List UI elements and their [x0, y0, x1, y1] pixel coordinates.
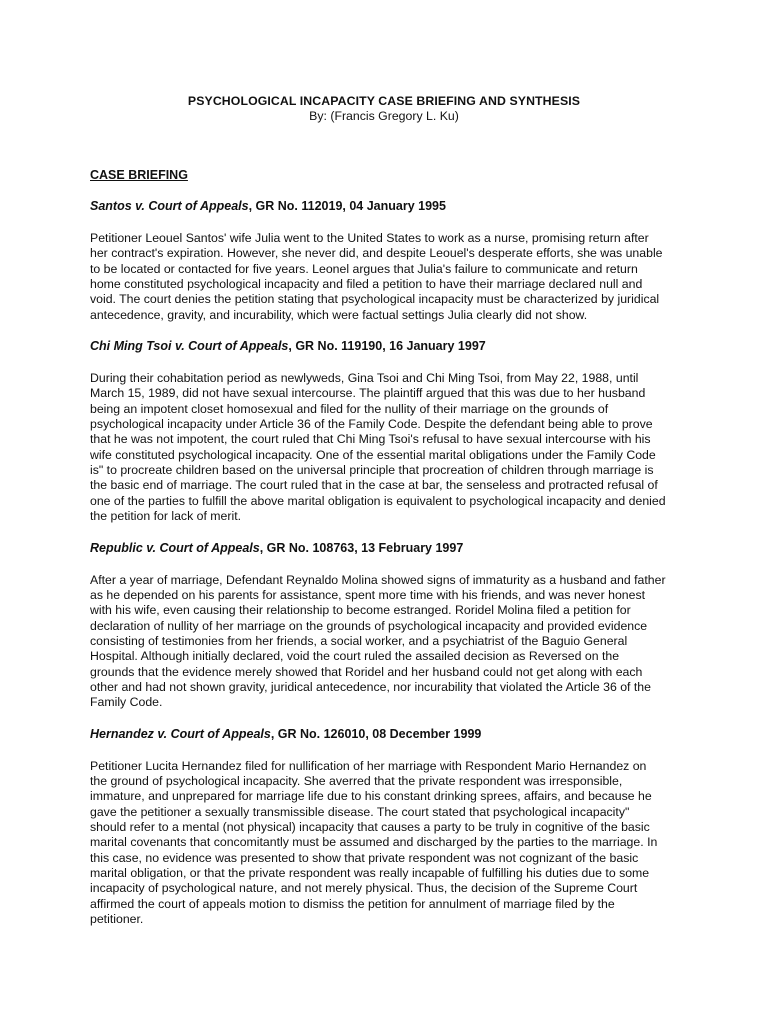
document-title: PSYCHOLOGICAL INCAPACITY CASE BRIEFING AND SYNTHESIS	[187, 94, 581, 108]
case-summary-line: this case, no evidence was presented to show that private respondent was not cognizant of the basic	[90, 850, 639, 865]
case-summary-line: void. The court denies the petition stating that psychological incapacity must be characterized by juridical	[90, 292, 660, 307]
case-citation: , GR No. 112019, 04 January 1995	[248, 199, 446, 213]
case-summary-line: incapacity of psychological nature, and not merely physical. Thus, the decision of the Supreme Court	[90, 881, 638, 896]
case-summary-line: immature, and unprepared for marriage life due to his constant drinking sprees, affairs, and because he	[90, 789, 652, 804]
case-summary-line: affirmed the court of appeals motion to dismiss the petition for annulment of marriage filed by the	[90, 896, 615, 911]
document-page	[90, 94, 678, 927]
case-summary-line: After a year of marriage, Defendant Reynaldo Molina showed signs of immaturity as a husband and father	[90, 572, 666, 587]
case-citation: , GR No. 108763, 13 February 1997	[259, 540, 464, 555]
case-summary-line: Petitioner Lucita Hernandez filed for nullification of her marriage with Respondent Mario Hernandez on	[90, 758, 647, 773]
case-summary-line: declaration of nullity of her marriage on the grounds of psychological incapacity and provided evidence	[90, 618, 648, 633]
case-summary-line: to be located or contacted for five years. Leonel argues that Julia's failure to communicate and return	[90, 261, 638, 276]
case-party-name: Chi Ming Tsoi v. Court of Appeals	[90, 339, 289, 354]
case-summary-line: with his wife, even causing their relationship to become estranged. Roridel Molina filed a petition for	[90, 603, 631, 618]
case-summary-line: grounds that the evidence merely showed that Roridel and her husband could not get along with each	[90, 664, 643, 679]
case-summary-line: other and had not shown gravity, juridical antecedence, nor incurability that violated the Article 36 of the	[90, 679, 651, 694]
case-citation: , GR No. 119190, 16 January 1997	[288, 339, 486, 354]
case-heading	[90, 541, 678, 556]
case-party-name: Hernandez v. Court of Appeals	[90, 726, 271, 741]
case-summary-line: her contract's expiration. However, she never did, and despite Leouel's desperate efforts, she was unable	[90, 246, 663, 261]
case-summary-line: petitioner.	[90, 912, 144, 927]
case-summary-line: is" to procreate children based on the universal principle that procreation of children through marriage is	[90, 463, 654, 478]
case-summary-paragraph	[90, 371, 678, 524]
case-summary-line: marital obligation, or that the private respondent was really incapable of fulfilling his duties due to some	[90, 866, 650, 880]
case-list	[90, 199, 678, 927]
case-summary-line: the petition for lack of merit.	[90, 509, 242, 524]
case-summary-line: gave the petitioner a sexually transmissible disease. The court stated that psychological incapacity"	[90, 804, 630, 819]
case-summary-line: being an impotent closet homosexual and filed for the nullity of their marriage on the grounds of	[90, 401, 609, 416]
case-summary-line: Hospital. Although initially declared, void the court ruled the assailed decision as Reversed on the	[90, 649, 620, 664]
section-heading: CASE BRIEFING	[90, 168, 188, 182]
case-summary-line: consisting of testimonies from her friends, a social worker, and a psychiatrist of the Baguio General	[90, 633, 628, 648]
case-summary-line: home constituted psychological incapacity and filed a petition to have their marriage declared null and	[90, 277, 643, 292]
case-summary-line: the basic end of marriage. The court ruled that in the case at bar, the senseless and protracted refusal of	[90, 478, 658, 493]
case-party-name: Republic v. Court of Appeals	[90, 540, 260, 555]
case-summary-line: Family Code.	[90, 695, 163, 710]
case-heading	[90, 339, 678, 354]
case-heading	[90, 199, 678, 214]
case-heading	[90, 727, 678, 742]
case-party-name: Santos v. Court of Appeals	[90, 199, 249, 213]
case-summary-line: During their cohabitation period as newlyweds, Gina Tsoi and Chi Ming Tsoi, from May 22, 1988, until	[90, 371, 639, 386]
case-summary-line: March 15, 1989, did not have sexual intercourse. The plaintiff argued that this was due to her husband	[90, 386, 646, 401]
case-summary-line: that he was not impotent, the court ruled that Chi Ming Tsoi's refusal to have sexual intercourse with his	[90, 432, 651, 447]
document-author: By: (Francis Gregory L. Ku)	[309, 109, 459, 123]
case-summary-line: the ground of psychological incapacity. She averred that the private respondent was irresponsible,	[90, 773, 623, 788]
case-summary-paragraph	[90, 759, 678, 928]
case-citation: , GR No. 126010, 08 December 1999	[270, 726, 482, 741]
case-summary-line: Petitioner Leouel Santos' wife Julia went to the United States to work as a nurse, promising return after	[90, 231, 649, 245]
case-summary-paragraph	[90, 231, 678, 323]
case-summary-line: marital covenants that concomitantly must be assumed and discharged by the parties to the marriage. In	[90, 835, 658, 850]
case-summary-line: psychological incapacity under Article 36 of the Family Code. Despite the defendant being able to prove	[90, 417, 653, 432]
case-summary-paragraph	[90, 573, 678, 711]
case-summary-line: one of the parties to fulfill the above marital obligation is equivalent to psychological incapacity and denied	[90, 493, 666, 508]
case-summary-line: antecedence, gravity, and incurability, which were factual settings Julia clearly did not show.	[90, 307, 588, 322]
case-summary-line: should refer to a mental (not physical) incapacity that causes a party to be truly in cognitive of the basic	[90, 819, 650, 834]
case-summary-line: as he depended on his parents for assistance, spent more time with his friends, and was never honest	[90, 587, 646, 602]
case-summary-line: wife constituted psychological incapacity. One of the essential marital obligations under the Family Code	[90, 447, 656, 462]
